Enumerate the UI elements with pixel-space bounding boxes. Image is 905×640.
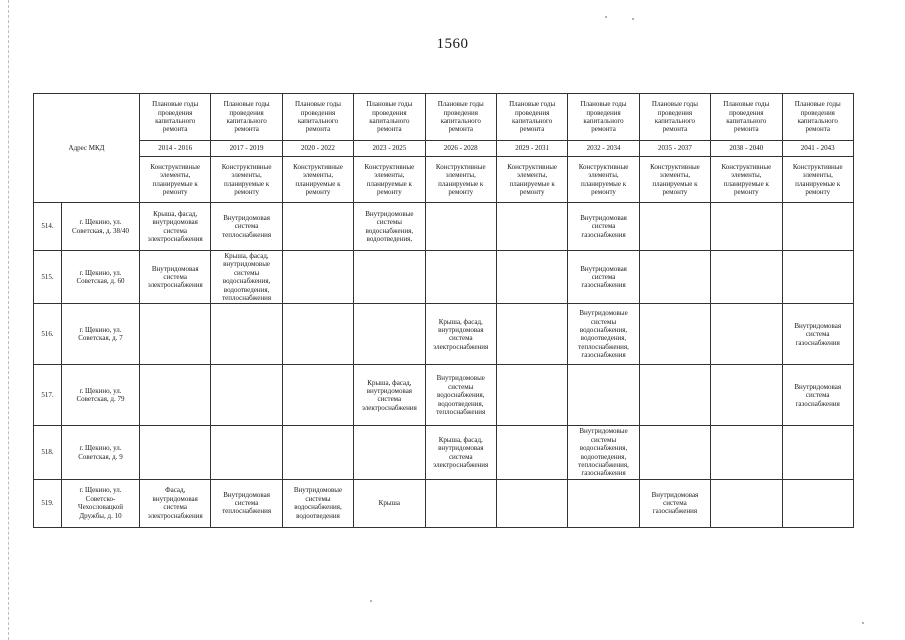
repair-cell [425, 203, 496, 251]
repair-cell: Внутридомовая система теплоснабжения [211, 203, 282, 251]
period-header: Плановые годы проведения капитального ремонта [425, 94, 496, 141]
repair-cell: Крыша, фасад, внутридомовая система электроснабжения [425, 304, 496, 365]
scan-speck [862, 622, 864, 624]
repair-cell [782, 426, 853, 479]
elements-header: Конструктивные элементы, планируемые к ремонту [211, 157, 282, 203]
repair-cell: Внутридомовая система газоснабжения [639, 479, 710, 527]
repair-cell: Крыша, фасад, внутридомовая система электроснабжения [354, 365, 425, 426]
scan-speck [370, 600, 372, 602]
repair-cell [282, 251, 353, 304]
header-row-elements [34, 157, 854, 203]
repair-cell [568, 365, 639, 426]
row-number: 516. [34, 304, 62, 365]
repair-cell [568, 479, 639, 527]
row-address: г. Щекино, ул. Советская, д. 9 [62, 426, 140, 479]
period-header: Плановые годы проведения капитального ремонта [140, 94, 211, 141]
repair-cell [639, 304, 710, 365]
repair-cell: Внутридомовые системы водоснабжения, водоотведения, [354, 203, 425, 251]
row-number: 515. [34, 251, 62, 304]
repair-cell [711, 426, 782, 479]
period-header: Плановые годы проведения капитального ремонта [568, 94, 639, 141]
repair-cell [711, 479, 782, 527]
year-range-header: 2020 - 2022 [282, 141, 353, 157]
repair-cell: Внутридомовые системы водоснабжения, водоотведения [282, 479, 353, 527]
repair-cell: Крыша, фасад, внутридомовые системы водоснабжения, водоотведения, теплоснабжения [211, 251, 282, 304]
repair-cell [211, 365, 282, 426]
table-row [34, 479, 854, 527]
repair-cell [711, 304, 782, 365]
repair-cell [354, 304, 425, 365]
repair-cell [496, 304, 567, 365]
repair-cell [782, 479, 853, 527]
repair-cell [140, 426, 211, 479]
year-range-header: 2023 - 2025 [354, 141, 425, 157]
table-row [34, 203, 854, 251]
repair-cell [711, 365, 782, 426]
year-range-header: 2032 - 2034 [568, 141, 639, 157]
repair-cell: Внутридомовая система газоснабжения [568, 203, 639, 251]
period-header: Плановые годы проведения капитального ремонта [496, 94, 567, 141]
repair-cell: Внутридомовая система газоснабжения [782, 304, 853, 365]
repair-cell [496, 365, 567, 426]
repair-cell: Внутридомовые системы водоснабжения, водоотведения, теплоснабжения [425, 365, 496, 426]
elements-header: Конструктивные элементы, планируемые к ремонту [140, 157, 211, 203]
period-header: Плановые годы проведения капитального ремонта [282, 94, 353, 141]
repair-cell: Внутридомовые системы водоснабжения, водоотведения, теплоснабжения, газоснабжения [568, 426, 639, 479]
elements-header: Конструктивные элементы, планируемые к ремонту [711, 157, 782, 203]
repair-cell [282, 365, 353, 426]
repair-cell [639, 426, 710, 479]
year-range-header: 2014 - 2016 [140, 141, 211, 157]
repair-cell: Внутридомовая система теплоснабжения [211, 479, 282, 527]
page-number: 1560 [436, 36, 469, 52]
repair-cell [639, 203, 710, 251]
repair-cell [496, 203, 567, 251]
repair-cell: Внутридомовая система газоснабжения [568, 251, 639, 304]
header-row-periods [34, 94, 854, 141]
elements-header: Конструктивные элементы, планируемые к ремонту [568, 157, 639, 203]
repair-cell: Внутридомовая система газоснабжения [782, 365, 853, 426]
year-range-header: 2035 - 2037 [639, 141, 710, 157]
repair-cell [211, 426, 282, 479]
repair-cell [711, 251, 782, 304]
repair-cell: Внутридомовые системы водоснабжения, водоотведения, теплоснабжения, газоснабжения [568, 304, 639, 365]
repair-cell [782, 203, 853, 251]
capital-repair-plan-table [33, 93, 854, 528]
elements-header: Конструктивные элементы, планируемые к ремонту [782, 157, 853, 203]
repair-cell [354, 426, 425, 479]
repair-cell: Фасад, внутридомовая система электроснабжения [140, 479, 211, 527]
row-number: 519. [34, 479, 62, 527]
elements-header: Конструктивные элементы, планируемые к ремонту [354, 157, 425, 203]
row-number: 518. [34, 426, 62, 479]
repair-cell [639, 365, 710, 426]
repair-cell [711, 203, 782, 251]
elements-header: Конструктивные элементы, планируемые к ремонту [496, 157, 567, 203]
repair-cell: Крыша [354, 479, 425, 527]
repair-cell [425, 251, 496, 304]
repair-cell [140, 304, 211, 365]
repair-cell [496, 426, 567, 479]
repair-cell [639, 251, 710, 304]
repair-cell: Внутридомовая система электроснабжения [140, 251, 211, 304]
period-header: Плановые годы проведения капитального ремонта [782, 94, 853, 141]
year-range-header: 2017 - 2019 [211, 141, 282, 157]
elements-header: Конструктивные элементы, планируемые к ремонту [282, 157, 353, 203]
row-address: г. Щекино, ул. Советская, д. 38/40 [62, 203, 140, 251]
repair-cell: Крыша, фасад, внутридомовая система электроснабжения [140, 203, 211, 251]
row-number: 514. [34, 203, 62, 251]
repair-cell [354, 251, 425, 304]
elements-header: Конструктивные элементы, планируемые к ремонту [425, 157, 496, 203]
binding-line [8, 0, 9, 640]
table-row [34, 365, 854, 426]
period-header: Плановые годы проведения капитального ремонта [211, 94, 282, 141]
row-address: г. Щекино, ул. Советская, д. 79 [62, 365, 140, 426]
header-row-years [34, 141, 854, 157]
period-header: Плановые годы проведения капитального ремонта [639, 94, 710, 141]
row-address: г. Щекино, ул. Советско-Чехословацкой Дружбы, д. 10 [62, 479, 140, 527]
period-header: Плановые годы проведения капитального ремонта [354, 94, 425, 141]
repair-cell [282, 203, 353, 251]
repair-cell [140, 365, 211, 426]
repair-cell [496, 479, 567, 527]
scan-speck [605, 16, 607, 18]
period-header: Плановые годы проведения капитального ремонта [711, 94, 782, 141]
year-range-header: 2038 - 2040 [711, 141, 782, 157]
repair-cell [282, 304, 353, 365]
year-range-header: 2029 - 2031 [496, 141, 567, 157]
table-row [34, 304, 854, 365]
year-range-header: 2026 - 2028 [425, 141, 496, 157]
repair-cell [425, 479, 496, 527]
elements-header: Конструктивные элементы, планируемые к ремонту [639, 157, 710, 203]
repair-cell: Крыша, фасад, внутридомовая система электроснабжения [425, 426, 496, 479]
scan-speck [632, 18, 634, 20]
row-address: г. Щекино, ул. Советская, д. 60 [62, 251, 140, 304]
row-number: 517. [34, 365, 62, 426]
repair-cell [496, 251, 567, 304]
table-row [34, 426, 854, 479]
repair-cell [211, 304, 282, 365]
address-header: Адрес МКД [34, 94, 140, 203]
table-row [34, 251, 854, 304]
row-address: г. Щекино, ул. Советская, д. 7 [62, 304, 140, 365]
year-range-header: 2041 - 2043 [782, 141, 853, 157]
repair-cell [282, 426, 353, 479]
repair-cell [782, 251, 853, 304]
